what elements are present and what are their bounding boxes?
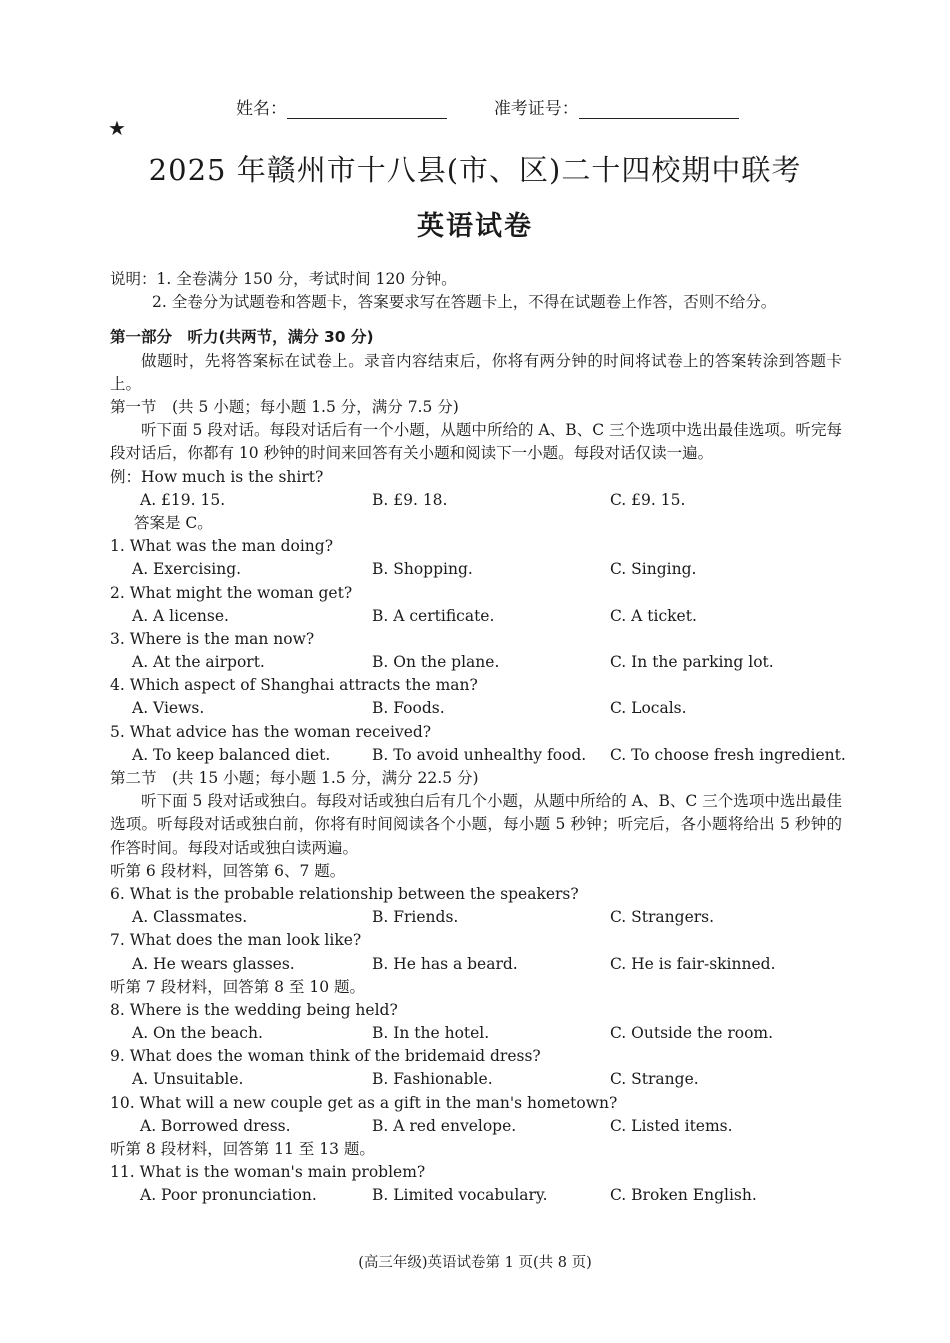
option-a: A. Exercising. bbox=[132, 560, 242, 579]
question-options bbox=[110, 1184, 842, 1207]
part1-intro: 做题时，先将答案标在试卷上。录音内容结束后，你将有两分钟的时间将试卷上的答案转涂到答题卡上。 bbox=[110, 351, 842, 393]
example-question: 例：How much is the shirt? bbox=[110, 467, 324, 486]
note-1: 说明：1. 全卷满分 150 分，考试时间 120 分钟。 bbox=[110, 270, 457, 288]
section1-intro: 听下面 5 段对话。每段对话后有一个小题，从题中所给的 A、B、C 三个选项中选出最佳选项。听完每段对话后，你都有 10 秒钟的时间来回答有关小题和阅读下一小题。每段对话仅读一遍。 bbox=[110, 421, 842, 463]
question-options bbox=[110, 744, 846, 767]
exam-body bbox=[110, 268, 846, 1208]
option-a: A. Unsuitable. bbox=[132, 1070, 244, 1089]
option-c: C. Singing. bbox=[610, 560, 697, 579]
option-b: B. Fashionable. bbox=[372, 1070, 493, 1089]
question-options bbox=[110, 605, 842, 628]
option-b: B. On the plane. bbox=[372, 653, 500, 672]
option-a: A. Classmates. bbox=[132, 908, 248, 927]
question-options bbox=[110, 1022, 842, 1045]
question-options bbox=[110, 953, 842, 976]
part1-heading: 第一部分 听力(共两节，满分 30 分) bbox=[110, 328, 374, 347]
option-c: C. Locals. bbox=[610, 699, 687, 718]
material-7-instruction: 听第 7 段材料，回答第 8 至 10 题。 bbox=[110, 977, 366, 996]
question-options bbox=[110, 651, 842, 674]
option-c: C. To choose fresh ingredient. bbox=[610, 745, 846, 764]
option-a: A. At the airport. bbox=[132, 653, 265, 672]
question-options bbox=[110, 906, 842, 929]
note-2: 2. 全卷分为试题卷和答题卡，答案要求写在答题卡上，不得在试题卷上作答，否则不给分。 bbox=[152, 293, 777, 312]
star-icon: ★ bbox=[108, 116, 126, 140]
option-b: B. He has a beard. bbox=[372, 954, 518, 973]
option-a: A. Borrowed dress. bbox=[140, 1116, 291, 1135]
question-stem: 1. What was the man doing? bbox=[110, 537, 334, 556]
id-label: 准考证号： bbox=[493, 99, 579, 119]
option-c: C. A ticket. bbox=[610, 606, 697, 625]
question-stem: 11. What is the woman's main problem? bbox=[110, 1163, 426, 1182]
question-stem: 7. What does the man look like? bbox=[110, 931, 362, 950]
page-footer: (高三年级)英语试卷第 1 页(共 8 页) bbox=[358, 1255, 592, 1271]
question-options bbox=[110, 697, 842, 720]
question-stem: 2. What might the woman get? bbox=[110, 583, 353, 602]
option-a: A. He wears glasses. bbox=[132, 954, 295, 973]
option-a: A. On the beach. bbox=[132, 1024, 263, 1043]
option-c: C. He is fair-skinned. bbox=[610, 954, 776, 973]
question-stem: 5. What advice has the woman received? bbox=[110, 722, 432, 741]
question-options bbox=[110, 1068, 842, 1091]
option-a: A. Poor pronunciation. bbox=[140, 1186, 317, 1205]
question-stem: 4. Which aspect of Shanghai attracts the man? bbox=[110, 676, 478, 695]
question-options bbox=[110, 1115, 842, 1138]
section2-intro: 听下面 5 段对话或独白。每段对话或独白后有几个小题，从题中所给的 A、B、C 三个选项中选出最佳选项。听每段对话或独白前，你将有时间阅读各个小题，每小题 5 秒钟；听完后，各小题将给出 5 秒钟的作答时间。每段对话或独白读两遍。 bbox=[110, 792, 842, 857]
section1-heading: 第一节 (共 5 小题；每小题 1.5 分，满分 7.5 分) bbox=[110, 397, 459, 416]
example-option-b: B. £9. 18. bbox=[372, 490, 448, 509]
option-a: A. Views. bbox=[132, 699, 205, 718]
question-options bbox=[110, 558, 842, 581]
option-c: C. Outside the room. bbox=[610, 1024, 774, 1043]
option-b: B. Shopping. bbox=[372, 560, 473, 579]
question-stem: 9. What does the woman think of the bridemaid dress? bbox=[110, 1047, 541, 1066]
example-options bbox=[110, 489, 842, 512]
question-stem: 3. Where is the man now? bbox=[110, 629, 315, 648]
example-answer: 答案是 C。 bbox=[134, 513, 213, 532]
id-blank[interactable] bbox=[579, 100, 739, 119]
option-a: A. To keep balanced diet. bbox=[132, 745, 331, 764]
option-c: C. Strange. bbox=[610, 1070, 699, 1089]
material-6-instruction: 听第 6 段材料，回答第 6、7 题。 bbox=[110, 861, 346, 880]
name-blank[interactable] bbox=[287, 100, 447, 119]
option-b: B. Foods. bbox=[372, 699, 445, 718]
section2-heading: 第二节 (共 15 小题；每小题 1.5 分，满分 22.5 分) bbox=[110, 769, 479, 787]
question-stem: 8. Where is the wedding being held? bbox=[110, 1000, 398, 1019]
example-option-a: A. £19. 15. bbox=[140, 490, 226, 509]
candidate-info bbox=[236, 94, 739, 119]
option-b: B. Limited vocabulary. bbox=[372, 1186, 548, 1205]
exam-subtitle: 英语试卷 bbox=[417, 211, 533, 242]
question-stem: 10. What will a new couple get as a gift in the man's hometown? bbox=[110, 1093, 618, 1112]
option-c: C. In the parking lot. bbox=[610, 653, 774, 672]
option-b: B. Friends. bbox=[372, 908, 459, 927]
option-a: A. A license. bbox=[132, 606, 229, 625]
name-label: 姓名： bbox=[236, 99, 287, 119]
material-8-instruction: 听第 8 段材料，回答第 11 至 13 题。 bbox=[110, 1140, 375, 1159]
exam-title: 2025 年赣州市十八县(市、区)二十四校期中联考 bbox=[148, 153, 802, 187]
option-b: B. In the hotel. bbox=[372, 1024, 490, 1043]
option-c: C. Strangers. bbox=[610, 908, 715, 927]
option-b: B. To avoid unhealthy food. bbox=[372, 745, 587, 764]
question-stem: 6. What is the probable relationship between the speakers? bbox=[110, 884, 579, 903]
option-b: B. A red envelope. bbox=[372, 1116, 517, 1135]
example-option-c: C. £9. 15. bbox=[610, 490, 686, 509]
option-c: C. Listed items. bbox=[610, 1116, 733, 1135]
option-c: C. Broken English. bbox=[610, 1186, 757, 1205]
option-b: B. A certificate. bbox=[372, 606, 495, 625]
